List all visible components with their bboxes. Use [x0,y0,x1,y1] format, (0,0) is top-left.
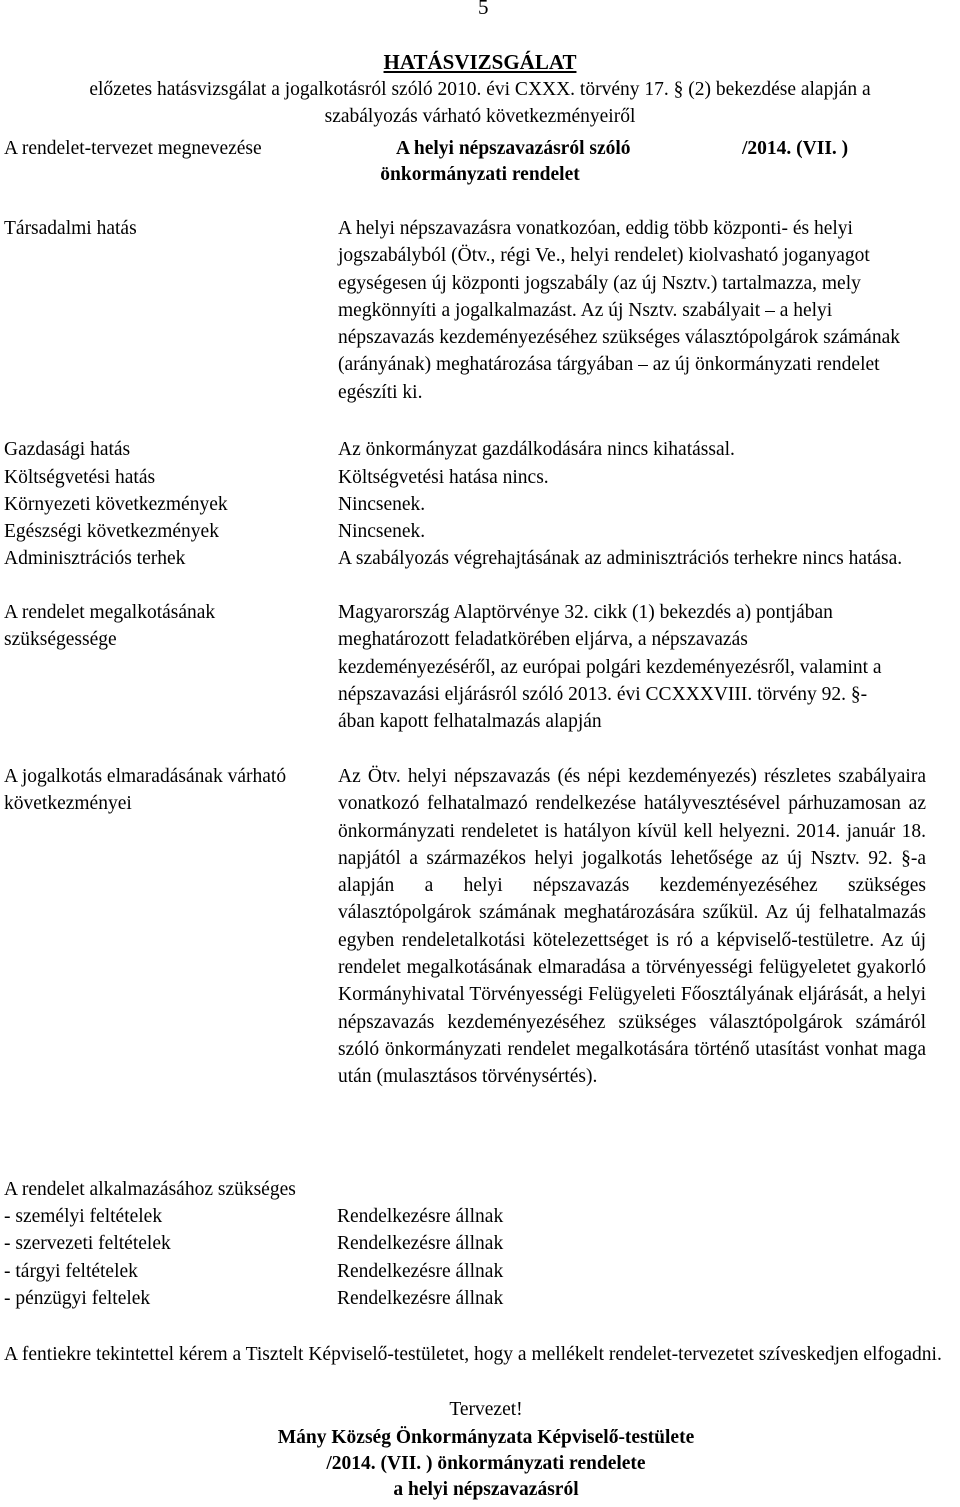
row-value-admin: A szabályozás végrehajtásának az adminisztrációs terhekre nincs hatása. [338,548,903,569]
row-value-social: A helyi népszavazásra vonatkozóan, eddig több központi- és helyi jogszabályból (Ötv., régi Ve., helyi rendelet) kiolvasható joganyagot egységesen új központi jogszabály (az új Nsztv.) tartalmazza, mely megkönnyíti a jogalkalmazást. Az új Nsztv. szabályait – a helyi népszavazás kezdeményezéséhez szükséges választópolgárok számának (arányának) meghatározása tárgyában – az új önkormányzati rendelet egészíti ki. [338,218,900,403]
draft-name-label: A rendelet-tervezet megnevezése [4,138,262,159]
requirement-value: Rendelkezésre állnak [337,1261,504,1282]
requirement-value: Rendelkezésre állnak [337,1288,504,1309]
requirement-label: - tárgyi feltételek [4,1261,138,1282]
draft-subject: a helyi népszavazásról [393,1479,579,1500]
row-label-omission: A jogalkotás elmaradásának várható következményei [4,766,287,815]
requirement-value: Rendelkezésre állnak [337,1233,504,1254]
draft-name-value: A helyi népszavazásról szóló [396,138,631,159]
row-value-health: Nincsenek. [338,521,426,542]
closing-paragraph: A fentiekre tekintettel kérem a Tisztelt Képviselő-testületet, hogy a mellékelt rendelet-tervezetet szíveskedjen elfogadni. [4,1344,942,1365]
subtitle-line-1: előzetes hatásvizsgálat a jogalkotásról szóló 2010. évi CXXX. törvény 17. § (2) bekezdése alapján a [89,79,871,100]
document-title: HATÁSVIZSGÁLAT [383,50,577,74]
row-label-environment: Környezeti következmények [4,494,228,515]
row-label-necessity: A rendelet megalkotásának szükségessége [4,602,216,651]
draft-name-number: /2014. (VII. ) [742,138,849,159]
draft-name-value-line2: önkormányzati rendelet [380,164,580,185]
row-label-health: Egészségi következmények [4,521,219,542]
requirement-value: Rendelkezésre állnak [337,1206,504,1227]
requirement-label: - szervezeti feltételek [4,1233,171,1254]
requirement-label: - pénzügyi feltelek [4,1288,151,1309]
requirement-material [4,1258,504,1285]
requirement-label: - személyi feltételek [4,1206,163,1227]
row-label-economic: Gazdasági hatás [4,439,131,460]
row-value-environment: Nincsenek. [338,494,426,515]
row-label-social: Társadalmi hatás [4,218,137,239]
row-label-budget: Költségvetési hatás [4,467,156,488]
requirement-personnel [4,1203,504,1230]
row-value-necessity: Magyarország Alaptörvénye 32. cikk (1) bekezdés a) pontjában meghatározott feladatkörében eljárva, a népszavazás kezdeményezéséről, az európai polgári kezdeményezésről, valamint a népszavazási eljárásról szóló 2013. évi CCXXXVIII. törvény 92. §-ában kapott felhatalmazás alapján [338,602,882,733]
draft-organization: Mány Község Önkormányzata Képviselő-testülete [277,1427,695,1448]
requirements-heading: A rendelet alkalmazásához szükséges [4,1179,296,1200]
requirement-organizational [4,1230,504,1257]
draft-number: /2014. (VII. ) önkormányzati rendelete [326,1453,646,1474]
row-label-admin: Adminisztrációs terhek [4,548,186,569]
draft-label: Tervezet! [449,1399,523,1420]
requirement-financial [4,1285,504,1312]
row-value-omission: Az Ötv. helyi népszavazás (és népi kezdeményezés) részletes szabályaira vonatkozó felhatalmazó rendelkezése hatályvesztésével párhuzamosan az önkormányzati rendeletet is hatályon kívül kell helyezni. 2014. január 18. napjától a származékos helyi jogalkotás lehetősége az új Nsztv. 92. §-a alapján a helyi népszavazás kezdeményezéséhez szükséges választópolgárok számának meghatározására szűkül. Az új felhatalmazás egyben rendeletalkotási kötelezettséget is ró a képviselő-testületre. Az új rendelet megalkotásának elmaradása a törvényességi felügyeletet gyakorló Kormányhivatal Törvényességi Felügyeleti Főosztályának eljárását, a helyi népszavazás kezdeményezéséhez szükséges választópolgárok számáról szóló önkormányzati rendelet megalkotására történő utasítást vonhat maga után (mulasztásos törvénysértés). [338,766,926,1088]
subtitle-line-2: szabályozás várható következményeiről [324,106,636,127]
row-value-economic: Az önkormányzat gazdálkodására nincs kihatással. [338,439,735,460]
page-number: 5 [478,0,489,19]
row-value-budget: Költségvetési hatása nincs. [338,467,549,488]
